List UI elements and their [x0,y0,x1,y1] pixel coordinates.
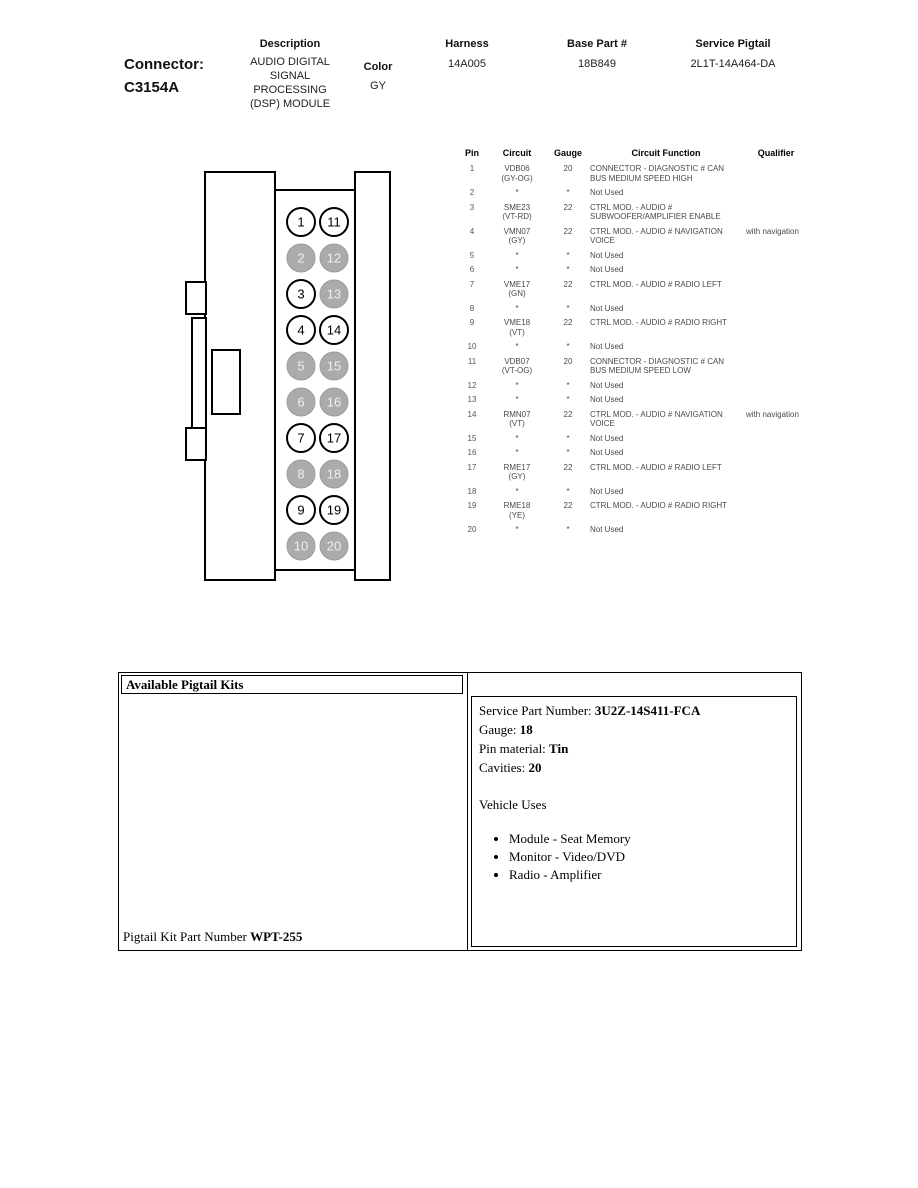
detail-value: 20 [528,760,542,775]
pin-circle-number: 5 [297,358,305,374]
circuit-cell [488,448,546,458]
circuit-cell [488,525,546,535]
circuit-cell [488,318,546,337]
circuit-function-cell: Not Used [590,303,624,313]
pin-table-row [460,304,808,314]
circuit-code: * [515,448,519,457]
gauge-cell: 22 [563,501,573,510]
qualifier-cell [746,463,806,482]
pigtail-kits-title: Available Pigtail Kits [121,675,463,694]
circuit-cell [488,395,546,405]
circuit-cell [488,342,546,352]
pin-table [460,148,808,540]
pin-circle-number: 20 [326,538,342,554]
pigtail-kit-label: Pigtail Kit Part Number [123,929,251,944]
qualifier-cell: with navigation [746,226,799,236]
circuit-color: (GY) [508,472,526,481]
qualifier-cell [746,318,806,337]
pigtail-column-divider [467,673,468,950]
pin-cell: 4 [469,226,475,236]
qualifier-cell [746,203,806,222]
circuit-color: (VT-OG) [501,366,533,375]
circuit-code: VDB07 [504,356,530,366]
col-header-qualifier: Qualifier [757,148,795,158]
pigtail-detail-line [479,758,789,777]
pin-table-row [460,410,808,429]
pin-cell: 7 [469,279,475,289]
circuit-code: * [515,303,519,313]
pin-circle-number: 11 [327,214,341,230]
harness-value: 14A005 [448,58,486,70]
circuit-code: RMN07 [503,409,531,419]
circuit-cell [488,164,546,183]
circuit-color: (VT-RD) [502,212,532,221]
pigtail-kits-section [118,672,802,951]
qualifier-cell [746,280,806,299]
pin-circle-number: 18 [326,466,342,482]
qualifier-cell [746,304,806,314]
gauge-cell: * [566,303,570,313]
circuit-function-cell: Not Used [590,265,624,274]
gauge-cell: * [566,265,570,274]
qualifier-cell [746,487,806,497]
pin-cell: 17 [467,462,477,472]
gauge-cell: 22 [563,202,573,212]
circuit-cell [488,410,546,429]
pin-circle-number: 4 [297,322,305,338]
col-header-pin: Pin [464,148,479,158]
circuit-code: VME17 [503,279,531,289]
gauge-cell: 22 [563,318,573,327]
connector-id: C3154A [124,79,180,96]
pin-circle-number: 2 [297,250,305,266]
pigtail-detail-line [479,739,789,758]
circuit-function-cell: Not Used [590,380,624,390]
circuit-cell [488,203,546,222]
qualifier-cell: with navigation [746,409,799,419]
pin-cell: 14 [467,409,477,419]
connector-label: Connector: [124,56,204,73]
pin-table-row [460,280,808,299]
pin-cell: 20 [467,525,477,534]
pin-table-header [460,148,808,158]
gauge-cell: * [566,395,570,404]
circuit-code: * [515,380,519,390]
pin-table-row [460,395,808,405]
qualifier-cell [746,265,806,275]
pin-table-row [460,164,808,183]
pigtail-kit-part-number-line [123,929,302,945]
qualifier-cell [746,164,806,183]
description-header: Description [259,38,321,50]
gauge-cell: * [566,188,570,197]
circuit-code: * [515,525,519,534]
pin-circle-number: 17 [326,430,342,446]
connector-housing-outline [186,172,390,580]
pin-table-row [460,501,808,520]
pin-cell: 10 [467,342,477,351]
circuit-function-cell: CTRL MOD. - AUDIO # NAVIGATION VOICE [590,409,723,428]
circuit-code: RME17 [503,462,531,472]
gauge-cell: 22 [563,462,573,472]
circuit-code: * [515,486,519,496]
pin-table-row [460,227,808,246]
pin-table-row [460,203,808,222]
pigtail-kit-number: WPT-255 [250,929,303,944]
circuit-color: (GY-OG) [501,173,533,183]
gauge-cell: 22 [563,409,573,419]
pin-table-row [460,434,808,444]
circuit-cell [488,227,546,246]
qualifier-cell [746,395,806,405]
pin-circle-number: 8 [297,466,305,482]
circuit-code: VMN07 [503,226,531,236]
circuit-code: * [515,342,519,351]
pin-cell: 18 [467,486,477,496]
pin-cell: 15 [467,433,477,443]
circuit-code: * [515,250,519,260]
pin-circle-number: 6 [297,394,305,410]
circuit-function-cell: Not Used [590,188,624,197]
pin-table-row [460,525,808,535]
circuit-cell [488,188,546,198]
circuit-function-cell: Not Used [590,433,624,443]
circuit-function-cell: CTRL MOD. - AUDIO # RADIO LEFT [590,462,722,472]
qualifier-cell [746,357,806,376]
circuit-cell [488,357,546,376]
gauge-cell: * [566,486,570,496]
circuit-function-cell: CTRL MOD. - AUDIO # RADIO RIGHT [590,501,728,510]
circuit-code: RME18 [503,501,531,510]
pin-cell: 2 [469,188,475,197]
pin-circle-number: 16 [326,394,342,410]
pin-cell: 8 [469,303,475,313]
service-pigtail-header: Service Pigtail [695,38,771,50]
harness-header: Harness [445,38,489,50]
circuit-cell [488,265,546,275]
pin-circle-number: 10 [293,538,309,554]
vehicle-uses-list [509,830,789,884]
pigtail-detail-lines [479,701,789,777]
pin-table-row [460,188,808,198]
base-part-header: Base Part # [567,38,627,50]
vehicle-use-item: • Monitor - Video/DVD [509,848,789,866]
color-header: Color [363,61,393,73]
col-header-circuit: Circuit [502,148,532,158]
pigtail-details-cell [471,696,797,947]
color-value: GY [370,80,386,92]
pin-circle-number: 1 [297,214,305,230]
base-part-value: 18B849 [578,58,616,70]
pin-table-row [460,251,808,261]
pin-cell: 19 [467,501,477,510]
circuit-code: * [515,188,519,197]
pigtail-detail-line [479,720,789,739]
qualifier-cell [746,448,806,458]
qualifier-cell [746,381,806,391]
circuit-function-cell: CTRL MOD. - AUDIO # RADIO RIGHT [590,318,728,327]
circuit-color: (VT) [509,327,525,337]
gauge-cell: * [566,433,570,443]
pin-cell: 11 [467,356,477,366]
detail-label: Pin material: [479,741,550,756]
circuit-code: VDB06 [504,164,530,173]
qualifier-cell [746,434,806,444]
gauge-cell: * [566,380,570,390]
circuit-function-cell: Not Used [590,342,624,351]
pin-circle-number: 14 [326,322,342,338]
gauge-cell: * [566,448,570,457]
col-header-gauge: Gauge [553,148,582,158]
pin-cell: 5 [469,250,475,260]
gauge-cell: * [566,342,570,351]
circuit-code: * [515,395,519,404]
pin-table-row [460,265,808,275]
pin-cell: 16 [467,448,477,457]
gauge-cell: 22 [563,279,573,289]
pin-table-row [460,448,808,458]
pin-table-body [460,164,808,535]
circuit-cell [488,251,546,261]
pin-table-row [460,463,808,482]
pin-cell: 1 [469,164,475,173]
pin-circle-number: 3 [297,286,305,302]
circuit-color: (YE) [509,510,525,520]
circuit-cell [488,381,546,391]
vehicle-use-item: • Module - Seat Memory [509,830,789,848]
gauge-cell: * [566,250,570,260]
circuit-cell [488,463,546,482]
qualifier-cell [746,188,806,198]
pin-table-row [460,318,808,337]
vehicle-uses-label: Vehicle Uses [479,797,547,812]
circuit-code: SME23 [503,202,531,212]
pin-circle-number: 7 [297,430,305,446]
circuit-function-cell: CONNECTOR - DIAGNOSTIC # CAN BUS MEDIUM SPEED LOW [590,356,725,375]
circuit-function-cell: Not Used [590,250,624,260]
pigtail-detail-line [479,701,789,720]
detail-value: 3U2Z-14S411-FCA [594,703,701,718]
pin-cell: 3 [469,202,475,212]
circuit-cell [488,434,546,444]
qualifier-cell [746,251,806,261]
detail-label: Service Part Number: [479,703,595,718]
circuit-cell [488,501,546,520]
circuit-function-cell: Not Used [590,448,624,457]
gauge-cell: * [566,525,570,534]
connector-diagram [140,160,410,620]
circuit-function-cell: Not Used [590,486,624,496]
description-value: AUDIO DIGITAL SIGNAL PROCESSING (DSP) MODULE [249,56,331,110]
pin-cell: 13 [467,395,477,404]
pin-cell: 12 [467,380,477,390]
circuit-code: * [515,433,519,443]
detail-label: Cavities: [479,760,529,775]
pin-circle-number: 9 [297,502,305,518]
detail-label: Gauge: [479,722,520,737]
col-header-circuit-function: Circuit Function [631,148,701,158]
circuit-cell [488,304,546,314]
qualifier-cell [746,525,806,535]
gauge-cell: 22 [563,226,573,236]
pin-circle-number: 15 [326,358,342,374]
circuit-color: (GY) [508,236,526,245]
vehicle-use-item: • Radio - Amplifier [509,866,789,884]
service-pigtail-value: 2L1T-14A464-DA [690,58,776,70]
circuit-color: (GN) [508,289,526,298]
pin-table-row [460,342,808,352]
circuit-cell [488,487,546,497]
circuit-function-cell: CONNECTOR - DIAGNOSTIC # CAN BUS MEDIUM SPEED HIGH [590,164,725,183]
pin-table-row [460,381,808,391]
pin-cell: 9 [469,318,475,327]
detail-value: Tin [549,741,569,756]
pin-circle-number: 13 [326,286,342,302]
gauge-cell: 20 [563,356,573,366]
pin-circle-number: 19 [326,502,342,518]
gauge-cell: 20 [563,164,573,173]
qualifier-cell [746,501,806,520]
detail-value: 18 [519,722,533,737]
pin-table-row [460,357,808,376]
pin-cell: 6 [469,265,475,274]
circuit-color: (VT) [509,419,525,428]
circuit-function-cell: CTRL MOD. - AUDIO # SUBWOOFER/AMPLIFIER ENABLE [590,202,721,221]
circuit-code: * [515,265,519,274]
pin-circle-number: 12 [326,250,342,266]
circuit-function-cell: Not Used [590,525,624,534]
qualifier-cell [746,342,806,352]
circuit-code: VME18 [503,318,531,327]
circuit-cell [488,280,546,299]
pin-table-row [460,487,808,497]
circuit-function-cell: Not Used [590,395,624,404]
circuit-function-cell: CTRL MOD. - AUDIO # RADIO LEFT [590,279,722,289]
circuit-function-cell: CTRL MOD. - AUDIO # NAVIGATION VOICE [590,226,723,245]
